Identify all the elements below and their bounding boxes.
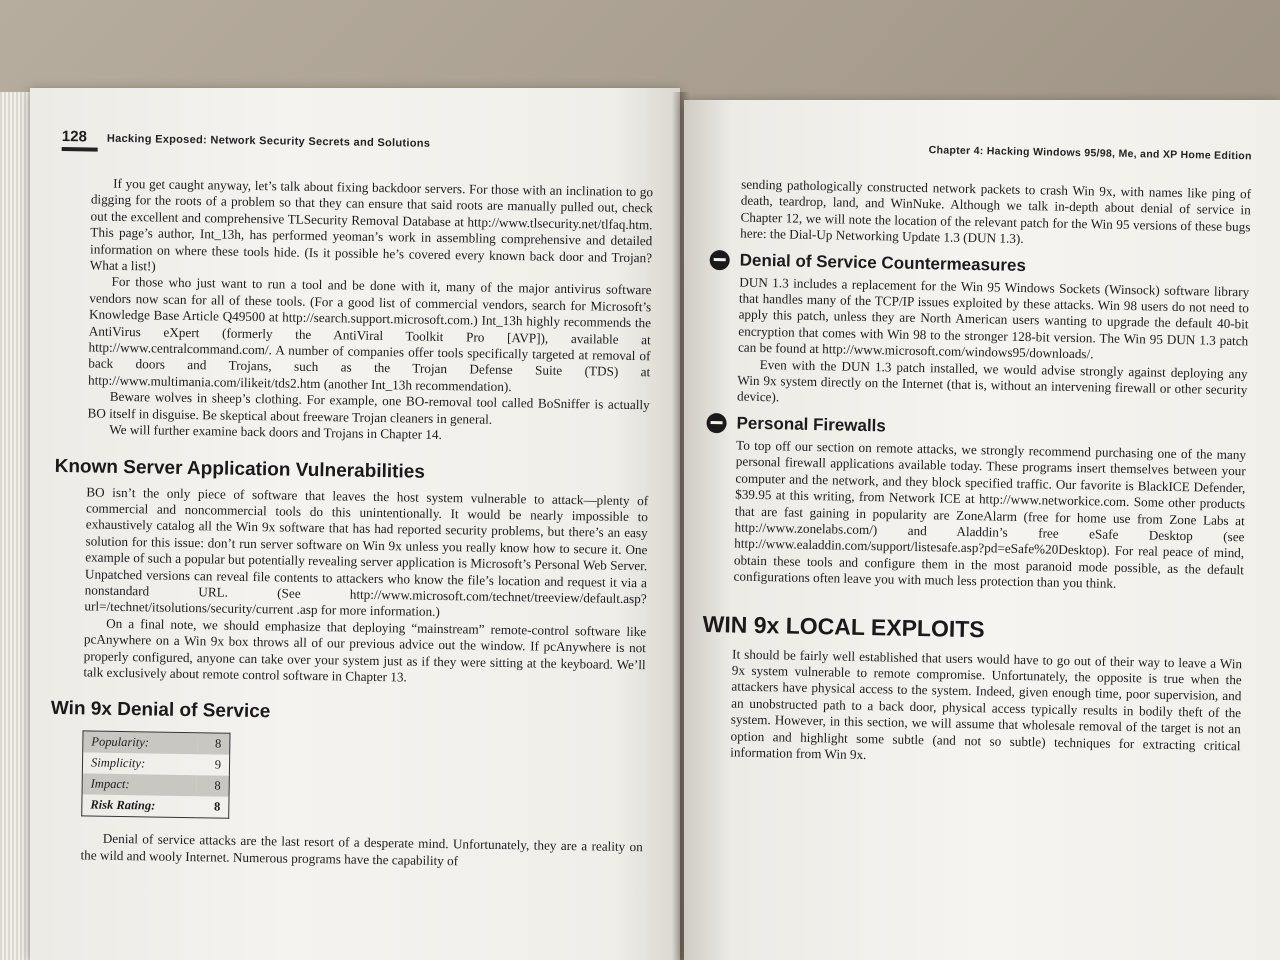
paragraph: BO isn’t the only piece of software that leaves the host system vulnerable to attack—plenty of commercial and noncommercial tools do this unintentionally. It would be nearly impossible to exhaustively catalog all the Win 9x software that has had reported security problems, but there’s an easy solution for this issue: don’t run server software on Win 9x unless you really know how to secure it. One example of such a popular but potentially revealing server application is Microsoft’s Personal Web Server. Unpatched versions can reveal file contents to attackers who know the file’s location and request it via a nonstandard URL. (See http://www.microsoft.com/technet/treeview/default.asp?url=/technet/itsolutions/security/current .asp for more information.) xyxy=(84,483,649,620)
paragraph: To top off our section on remote attacks, we strongly recommend purchasing one of the many personal firewall applications available today. These programs insert themselves between your computer and the network, and they block specified traffic. Our favorite is BlackICE Defender, $39.95 at this writing, from Network ICE at http://www.networkice.com. Some other products that are fast gaining in popularity are ZoneAlarm (free for home use from Zone Labs at http://www.zonelabs.com/) and Aladdin’s free eSafe Desktop (see http://www.ealaddin.com/support/listesafe.asp?pd=eSafe%20Desktop). For real peace of mind, obtain these tools and configure them in the most paranoid mode possible, as the default configurations often leave you with much less protection than you think. xyxy=(733,437,1247,591)
page-edges xyxy=(0,92,32,960)
risk-label: Risk Rating: xyxy=(90,797,156,813)
paragraph: Beware wolves in sheep’s clothing. For example, one BO-removal tool called BoSniffer is actually BO itself in disguise. Be skeptical about freeware Trojan cleaners in general. xyxy=(87,389,650,427)
paragraph: DUN 1.3 includes a replacement for the Win 95 Windows Sockets (Winsock) software library that handles many of the TCP/IP issues exploited by these attacks. Win 98 users do not need to apply this patch, unless they are North American users wanting to upgrade the default 40-bit encryption that comes with Win 98 to the stronger 128-bit version. The Win 95 DUN 1.3 patch can be found at http://www.microsoft.com/windows95/downloads/. xyxy=(737,274,1250,362)
paragraph: If you get caught anyway, let’s talk about fixing backdoor servers. For those with an inclination to go digging for the roots of a problem so that they can ensure that said roots are manually pulled out, check out the excellent and comprehensive TLSecurity Removal Database at http://www.tlsecurity.net/tlfaq.htm. This page’s author, Int_13h, has performed yeoman’s work in assembling comprehensive and detailed information on where these tools hide. (Is it possible he’s covered every known back door and Trojan? What a list!) xyxy=(89,175,654,274)
countermeasure-icon xyxy=(710,250,730,270)
risk-value: 8 xyxy=(198,733,230,755)
risk-value: 8 xyxy=(197,776,229,798)
paragraph: It should be fairly well established that users would have to go out of their way to leave a Win 9x system vulnerable to remote compromise. Unfortunately, the opposite is true when the attackers have physical access to the system. Indeed, given enough time, poor supervision, and an unobstructed path to a back door, physical access typically results in bodily theft of the system. However, in this section, we will assume that wholesale removal of the target is not an option and highlight some subtle (and not so subtle) techniques for extracting critical information from Win 9x. xyxy=(730,646,1243,763)
paragraph: sending pathologically constructed network packets to crash Win 9x, with names like ping of death, teardrop, land, and WinNuke. Although we talk in-depth about denial of service in Chapter 12, we will note the location of the relevant patch for the Win 95 versions of these bugs here: the Dial-Up Networking Update 1.3 (DUN 1.3). xyxy=(740,176,1252,247)
table-row xyxy=(82,753,229,776)
paragraph: We will further examine back doors and Trojans in Chapter 14. xyxy=(109,421,442,443)
risk-value: 8 xyxy=(213,799,221,814)
left-running-head xyxy=(62,128,654,154)
right-page-content xyxy=(700,140,1252,771)
paragraph: For those who just want to run a tool and be done with it, many of the major antivirus software vendors now scan for all of these tools. (For a good list of commercial vendors, search for Microsoft’s Knowledge Base Article Q49500 at http://search.support.microsoft.com.) Int_13h highly recommends the AntiVirus eXpert (formerly the AntiViral Toolkit Pro [AVP]), available at http://www.centralcommand.com/. A number of companies offer tools specifically targeted at removal of back doors and Trojans, such as the Trojan Defense Suite (TDS) at http://www.multimania.com/ilikeit/tds2.htm (another Int_13h recommendation). xyxy=(87,274,652,394)
table-row xyxy=(82,774,229,797)
dos-section xyxy=(50,830,642,872)
paragraph: Even with the DUN 1.3 patch installed, we would advise strongly against deploying any Win 9x system directly on the Internet (that is, without an intervening firewall or other security device). xyxy=(736,356,1248,405)
risk-label: Popularity: xyxy=(83,731,198,754)
section-heading: Win 9x Denial of Service xyxy=(50,698,271,723)
book-title: Hacking Exposed: Network Security Secrets and Solutions xyxy=(106,132,431,150)
table-row xyxy=(83,731,230,755)
left-page xyxy=(30,88,680,960)
paragraph: On a final note, we should emphasize that deploying “mainstream” remote-control software like pcAnywhere on a Win 9x box throws all of our previous advice out the window. If pcAnywhere is not properly configured, anyone can take over your system just as if they were sitting at the keyboard. We’ll talk exclusively about remote control software in Chapter 13. xyxy=(83,615,647,685)
page-number: 128 xyxy=(61,128,88,146)
dos-continued-section xyxy=(710,176,1251,252)
left-page-content xyxy=(50,128,653,872)
table-row xyxy=(82,795,229,819)
paragraph: Denial of service attacks are the last resort of a desperate mind. Unfortunately, they are a reality on the wild and wooly Internet. Numerous programs have the capability of xyxy=(80,831,643,869)
section-heading: Known Server Application Vulnerabilities xyxy=(54,455,426,483)
risk-value: 9 xyxy=(214,757,222,772)
right-page xyxy=(684,100,1280,960)
risk-rating-table xyxy=(81,731,230,819)
risk-label: Simplicity: xyxy=(90,755,146,771)
backdoor-removal-section xyxy=(57,175,653,447)
chapter-running-head: Chapter 4: Hacking Windows 95/98, Me, and XP Home Edition xyxy=(928,144,1252,163)
risk-label: Impact: xyxy=(82,774,197,797)
countermeasure-title: Denial of Service Countermeasures xyxy=(739,250,1027,275)
chapter-section-heading: WIN 9x LOCAL EXPLOITS xyxy=(702,610,985,642)
known-server-section xyxy=(53,483,648,689)
countermeasure-icon xyxy=(706,413,726,433)
countermeasure-title: Personal Firewalls xyxy=(736,413,887,436)
